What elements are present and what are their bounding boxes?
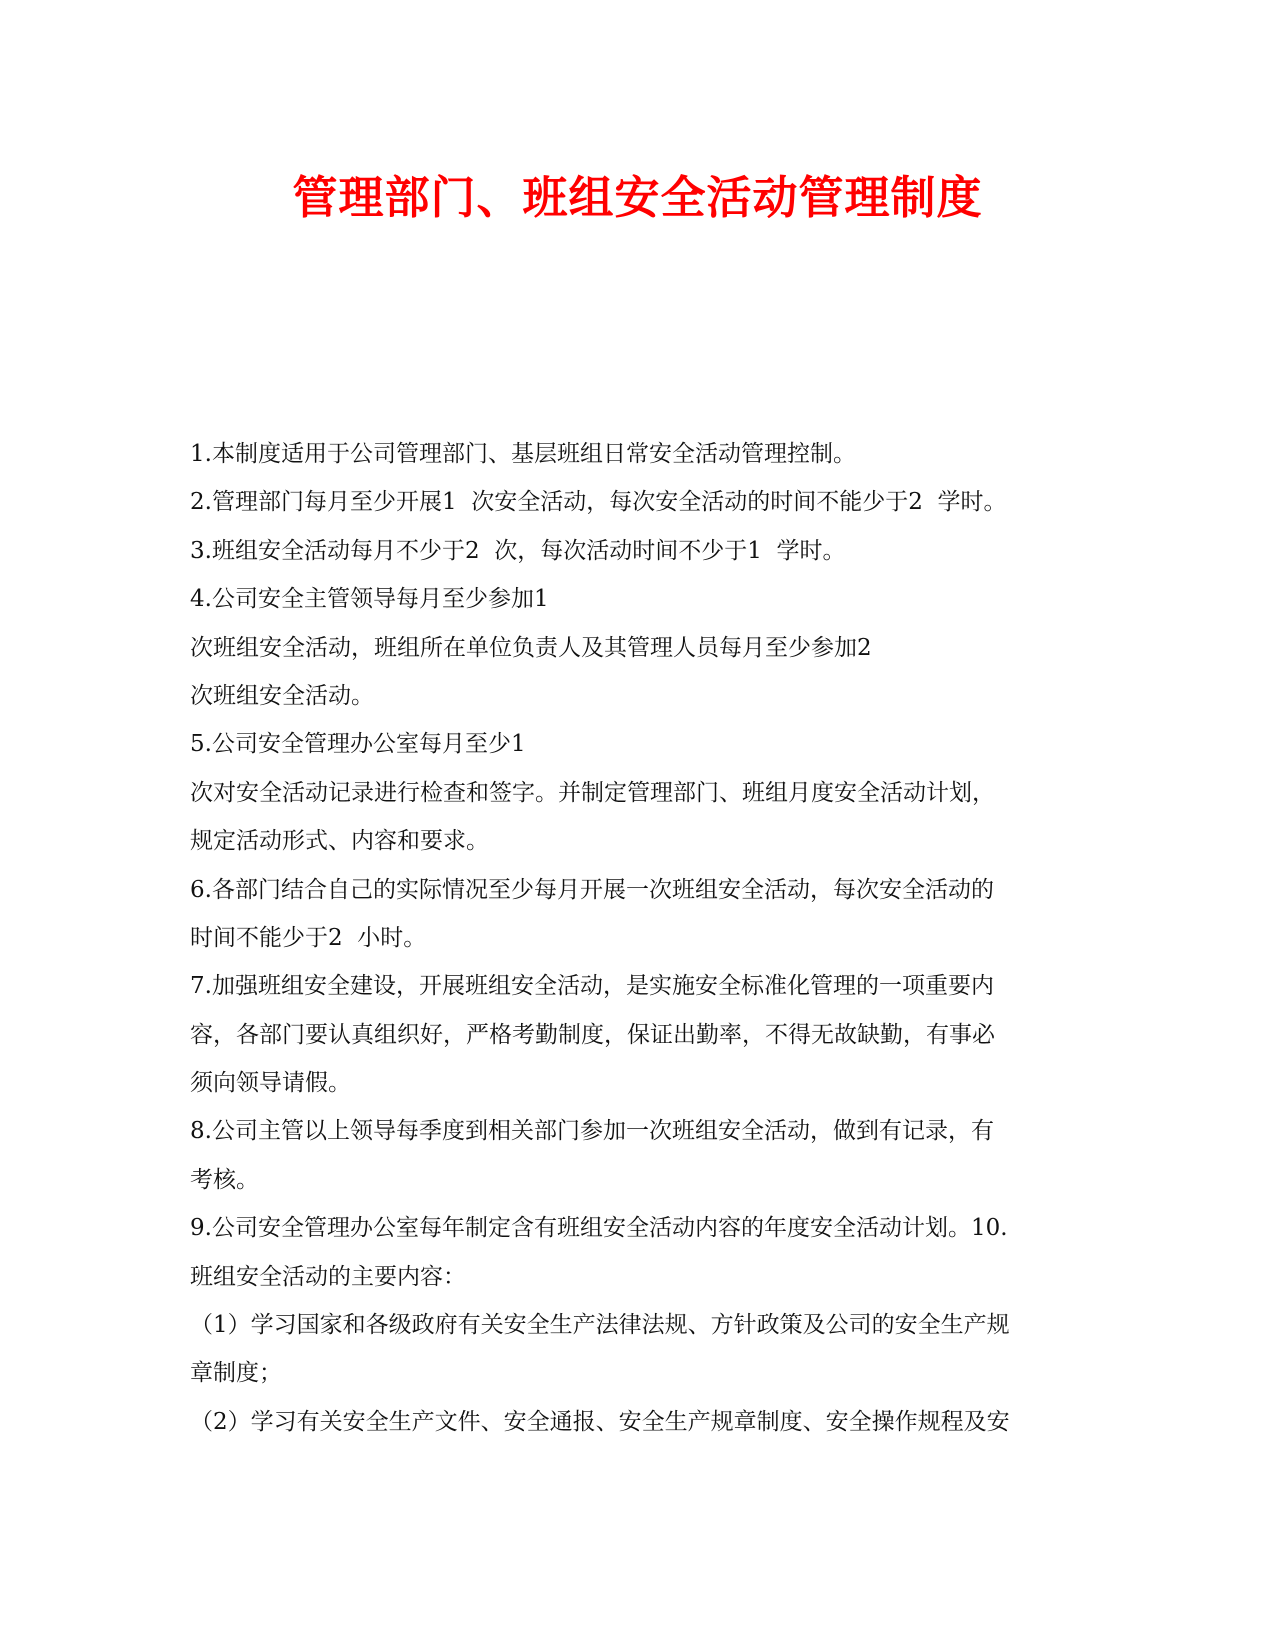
body-line-4: 4.公司安全主管领导每月至少参加1	[190, 586, 549, 613]
body-line-16: 考核。	[190, 1166, 259, 1193]
document-body	[190, 430, 1080, 1446]
body-line-1: 1.本制度适用于公司管理部门、基层班组日常安全活动管理控制。	[190, 441, 856, 467]
body-line-14: 须向领导请假。	[190, 1070, 351, 1097]
body-line-17: 9.公司安全管理办公室每年制定含有班组安全活动内容的年度安全活动计划。10.	[190, 1215, 1008, 1242]
body-line-12: 7.加强班组安全建设，开展班组安全活动，是实施安全标准化管理的一项重要内	[190, 973, 994, 1000]
body-line-19: （1）学习国家和各级政府有关安全生产法律法规、方针政策及公司的安全生产规	[190, 1312, 1010, 1339]
body-line-3: 3.班组安全活动每月不少于2 次，每次活动时间不少于1 学时。	[190, 537, 846, 564]
body-line-2: 2.管理部门每月至少开展1 次安全活动，每次安全活动的时间不能少于2 学时。	[190, 489, 1007, 516]
body-line-8: 次对安全活动记录进行检查和签字。并制定管理部门、班组月度安全活动计划，	[190, 779, 995, 806]
document-title: 管理部门、班组安全活动管理制度	[292, 171, 983, 224]
body-line-9: 规定活动形式、内容和要求。	[190, 828, 489, 855]
body-line-11: 时间不能少于2 小时。	[190, 924, 427, 951]
body-line-7: 5.公司安全管理办公室每月至少1	[190, 731, 526, 758]
body-line-5: 次班组安全活动，班组所在单位负责人及其管理人员每月至少参加2	[190, 634, 872, 661]
body-line-6: 次班组安全活动。	[190, 682, 374, 709]
body-line-15: 8.公司主管以上领导每季度到相关部门参加一次班组安全活动，做到有记录，有	[190, 1118, 994, 1145]
body-line-20: 章制度；	[190, 1360, 282, 1387]
body-line-21: （2）学习有关安全生产文件、安全通报、安全生产规章制度、安全操作规程及安	[190, 1408, 1010, 1435]
body-line-13: 容，各部门要认真组织好，严格考勤制度，保证出勤率，不得无故缺勤，有事必	[190, 1021, 995, 1048]
body-line-10: 6.各部门结合自己的实际情况至少每月开展一次班组安全活动，每次安全活动的	[190, 876, 994, 903]
body-line-18: 班组安全活动的主要内容：	[190, 1263, 466, 1290]
